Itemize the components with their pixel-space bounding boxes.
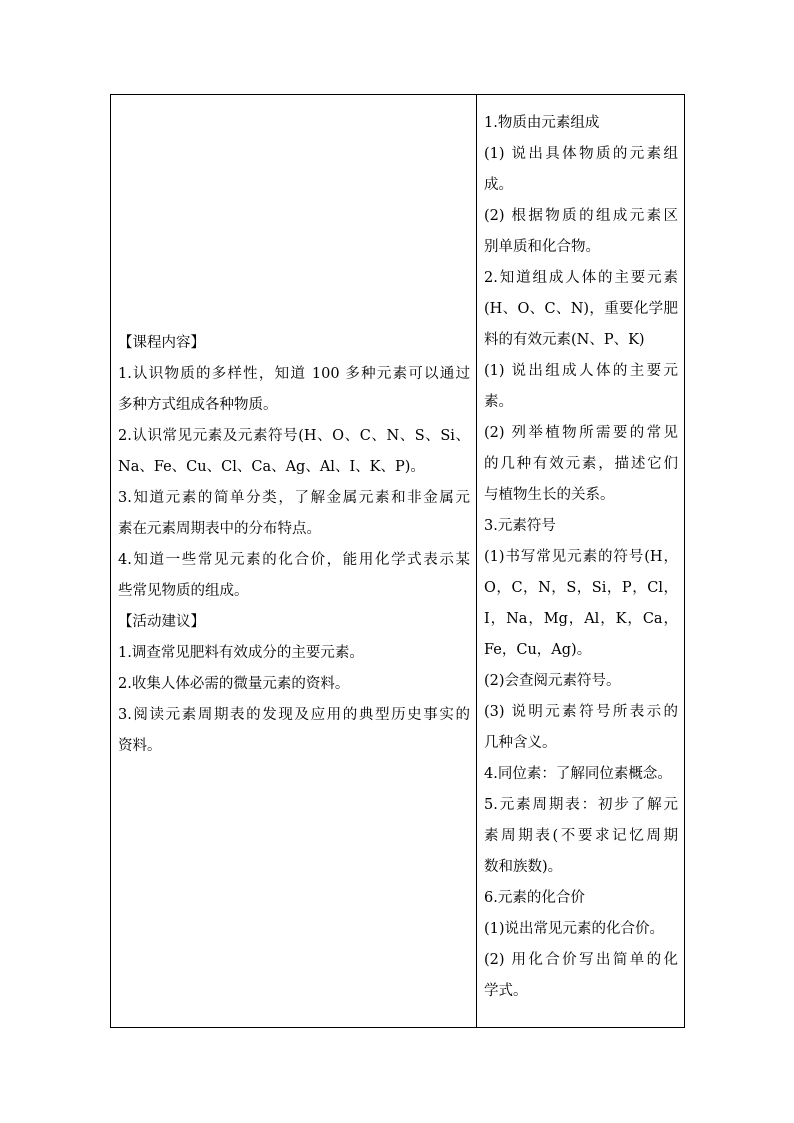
text-line: 1.调查常见肥料有效成分的主要元素。 (118, 645, 364, 661)
text-line: I，Na，Mg，Al，K，Ca， (484, 611, 678, 627)
course-content-cell (111, 95, 477, 1027)
text-line: 料的有效元素(N、P、K) (484, 332, 645, 348)
text-line: 2.知道组成人体的主要元素 (484, 270, 678, 286)
text-line: 成。 (484, 177, 513, 193)
learning-requirements-cell (477, 95, 684, 1027)
section-heading-course-content: 【课程内容】 (118, 335, 205, 351)
text-line: (H、O、C、N)，重要化学肥 (484, 301, 678, 317)
text-line: 别单质和化合物。 (484, 239, 600, 255)
text-line: 多种方式组成各种物质。 (118, 397, 278, 413)
text-line: 4.知道一些常见元素的化合价，能用化学式表示某 (118, 552, 470, 568)
course-content-text (111, 328, 476, 762)
learning-requirements-text (477, 95, 684, 1007)
text-line: 学式。 (484, 983, 528, 999)
text-line: 1.物质由元素组成 (484, 115, 600, 131)
text-line: 2.认识常见元素及元素符号(H、O、C、N、S、Si、 (118, 428, 470, 444)
text-line: Fe，Cu，Ag)。 (484, 642, 592, 658)
text-line: (1) 说出具体物质的元素组 (484, 146, 678, 162)
text-line: (2)会查阅元素符号。 (484, 673, 621, 689)
text-line: 3.阅读元素周期表的发现及应用的典型历史事实的 (118, 707, 470, 723)
text-line: 资料。 (118, 738, 162, 754)
text-line: 6.元素的化合价 (484, 890, 585, 906)
text-line: 1.认识物质的多样性，知道 100 多种元素可以通过 (118, 366, 470, 382)
curriculum-table (110, 94, 685, 1028)
text-line: (1)说出常见元素的化合价。 (484, 921, 665, 937)
text-line: 素。 (484, 394, 513, 410)
text-line: (2) 根据物质的组成元素区 (484, 208, 678, 224)
text-line: 3.知道元素的简单分类，了解金属元素和非金属元 (118, 490, 470, 506)
text-line: (2) 列举植物所需要的常见 (484, 425, 678, 441)
text-line: 2.收集人体必需的微量元素的资料。 (118, 676, 350, 692)
section-heading-activity-suggestions: 【活动建议】 (118, 614, 205, 630)
text-line: 3.元素符号 (484, 518, 556, 534)
text-line: 素在元素周期表中的分布特点。 (118, 521, 321, 537)
text-line: 素周期表(不要求记忆周期 (484, 828, 678, 844)
text-line: (1)书写常见元素的符号(H， (484, 549, 678, 565)
text-line: (1) 说出组成人体的主要元 (484, 363, 678, 379)
text-line: (3) 说明元素符号所表示的 (484, 704, 678, 720)
text-line: 与植物生长的关系。 (484, 487, 615, 503)
text-line: 几种含义。 (484, 735, 557, 751)
text-line: Na、Fe、Cu、Cl、Ca、Ag、Al、I、K、P)。 (118, 459, 425, 475)
text-line: 些常见物质的组成。 (118, 583, 249, 599)
text-line: 5.元素周期表：初步了解元 (484, 797, 678, 813)
text-line: (2) 用化合价写出简单的化 (484, 952, 678, 968)
text-line: 数和族数)。 (484, 859, 563, 875)
text-line: O，C，N，S，Si，P，Cl， (484, 580, 678, 596)
text-line: 的几种有效元素，描述它们 (484, 456, 678, 472)
text-line: 4.同位素：了解同位素概念。 (484, 766, 672, 782)
